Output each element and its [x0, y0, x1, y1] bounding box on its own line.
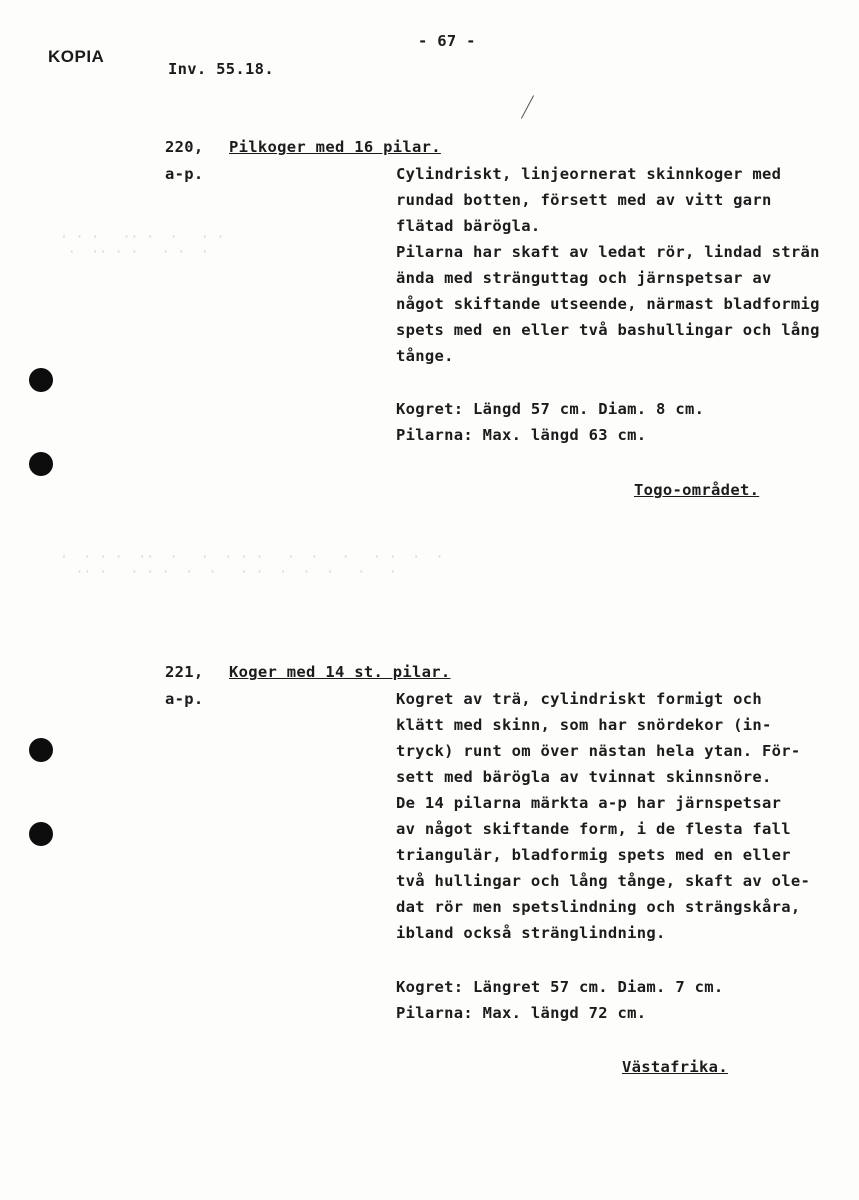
- measurement-line: Kogret: Längret 57 cm. Diam. 7 cm.: [396, 978, 724, 996]
- description-line: tånge.: [396, 347, 454, 365]
- description-line: flätad bärögla.: [396, 217, 541, 235]
- region-label: Togo-området.: [634, 481, 760, 499]
- punch-hole: [29, 738, 53, 762]
- copy-stamp: KOPIA: [48, 47, 105, 66]
- description-line: ända med stränguttag och järnspetsar av: [396, 269, 772, 287]
- show-through-marks: · · · · ·· · · · · · · · · · · · · ·· · · · · · · · · · · · · ·: [60, 550, 444, 580]
- entry-number: 220,: [165, 138, 204, 156]
- description-line: ibland också stränglindning.: [396, 924, 666, 942]
- show-through-marks: · · · ·· · · · · · ·· · · · · ·: [60, 230, 225, 260]
- description-line: något skiftande utseende, närmast bladformig: [396, 295, 820, 313]
- measurement-line: Pilarna: Max. längd 72 cm.: [396, 1004, 647, 1022]
- description-line: triangulär, bladformig spets med en eller: [396, 846, 791, 864]
- measurement-line: Kogret: Längd 57 cm. Diam. 8 cm.: [396, 400, 705, 418]
- region-label: Västafrika.: [622, 1058, 728, 1076]
- description-line: Kogret av trä, cylindriskt formigt och: [396, 690, 763, 708]
- entry-number: 221,: [165, 663, 204, 681]
- description-line: dat rör men spetslindning och strängskåra,: [396, 898, 801, 916]
- description-line: sett med bärögla av tvinnat skinnsnöre.: [396, 768, 772, 786]
- description-line: av något skiftande form, i de flesta fall: [396, 820, 791, 838]
- description-line: Pilarna har skaft av ledat rör, lindad strän: [396, 243, 820, 261]
- punch-hole: [29, 822, 53, 846]
- description-line: rundad botten, försett med av vitt garn: [396, 191, 772, 209]
- page-number: - 67 -: [418, 32, 476, 50]
- measurement-line: Pilarna: Max. längd 63 cm.: [396, 426, 647, 444]
- entry-range: a-p.: [165, 165, 204, 183]
- entry-range: a-p.: [165, 690, 204, 708]
- description-line: klätt med skinn, som har snördekor (in-: [396, 716, 772, 734]
- entry-title: Pilkoger med 16 pilar.: [229, 138, 441, 156]
- description-line: spets med en eller två bashullingar och lång: [396, 321, 820, 339]
- inventory-number: Inv. 55.18.: [168, 60, 274, 78]
- entry-title: Koger med 14 st. pilar.: [229, 663, 451, 681]
- description-line: De 14 pilarna märkta a-p har järnspetsar: [396, 794, 782, 812]
- pen-stroke: [521, 95, 534, 118]
- punch-hole: [29, 452, 53, 476]
- description-line: Cylindriskt, linjeornerat skinnkoger med: [396, 165, 782, 183]
- punch-hole: [29, 368, 53, 392]
- description-line: tryck) runt om över nästan hela ytan. För-: [396, 742, 801, 760]
- description-line: två hullingar och lång tånge, skaft av ole-: [396, 872, 811, 890]
